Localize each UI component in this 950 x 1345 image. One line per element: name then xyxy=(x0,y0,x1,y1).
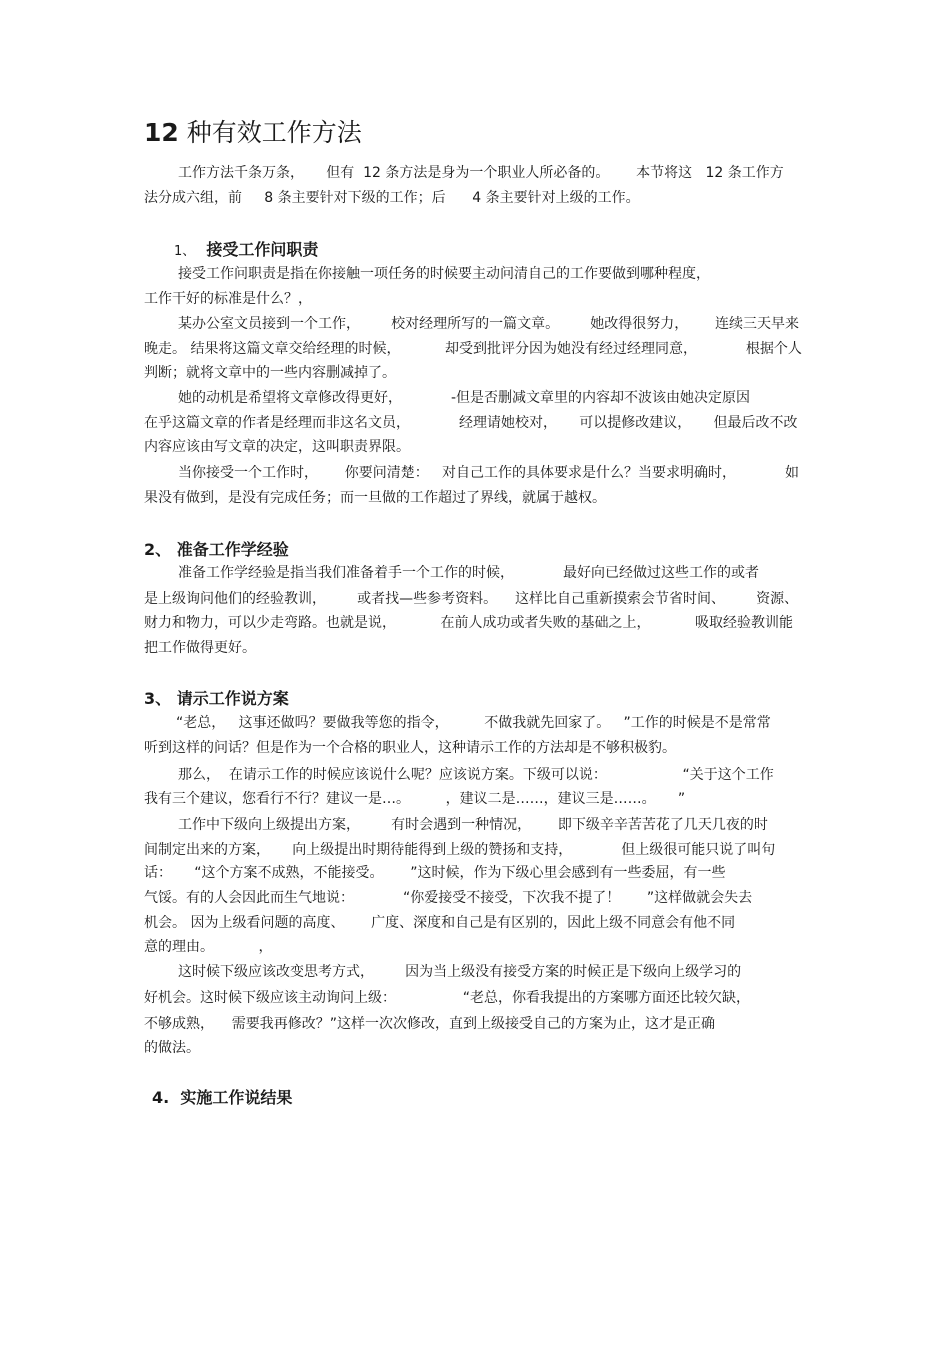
section-heading-3 xyxy=(144,688,289,710)
section-number: 1、 xyxy=(174,244,196,259)
intro-line: 法分成六组，前 8 条主要针对下级的工作；后 4 条主要针对上级的工作。 xyxy=(144,190,640,206)
section-title: 请示工作说方案 xyxy=(176,689,289,708)
body-line: 话： “这个方案不成熟，不能接受。 ”这时候，作为下级心里会感到有一些委屈，有一些 xyxy=(144,865,726,881)
body-line: 果没有做到，是没有完成任务；而一旦做的工作超过了界线，就属于越权。 xyxy=(144,490,606,506)
body-line: 这时候下级应该改变思考方式， 因为当上级没有接受方案的时候正是下级向上级学习的 xyxy=(178,964,742,980)
body-line: 不够成熟， 需要我再修改？”这样一次次修改，直到上级接受自己的方案为止，这才是正确 xyxy=(144,1016,716,1032)
body-line: 间制定出来的方案， 向上级提出时期待能得到上级的赞扬和支持， 但上级很可能只说了叫句 xyxy=(144,842,776,858)
body-line: 把工作做得更好。 xyxy=(144,640,256,656)
body-line: 内容应该由写文章的决定，这叫职责界限。 xyxy=(144,439,410,455)
title-text: 种有效工作方法 xyxy=(186,117,362,147)
body-line: 当你接受一个工作时， 你要问清楚： 对自己工作的具体要求是什么？当要求明确时， 如 xyxy=(178,465,800,481)
body-line: 准备工作学经验是指当我们准备着手一个工作的时候， 最好向已经做过这些工作的或者 xyxy=(178,565,759,581)
section-title: 实施工作说结果 xyxy=(180,1088,293,1107)
intro-line: 工作方法千条万条， 但有 12 条方法是身为一个职业人所必备的。 本节将这 12 条工作方 xyxy=(178,165,784,181)
section-heading-2 xyxy=(144,539,289,561)
body-line: 气馁。有的人会因此而生气地说： “你爱接受不接受，下次我不提了！ ”这样做就会失去 xyxy=(144,890,753,906)
section-title: 接受工作问职责 xyxy=(206,240,319,259)
section-heading-4 xyxy=(152,1087,292,1109)
body-line: 判断；就将文章中的一些内容删减掉了。 xyxy=(144,365,396,381)
body-line: 意的理由。 ， xyxy=(144,939,273,955)
section-title: 准备工作学经验 xyxy=(176,540,289,559)
body-line: “老总， 这事还做吗？要做我等您的指令， 不做我就先回家了。 ”工作的时候是不是常常 xyxy=(176,715,771,731)
section-number: 4. xyxy=(152,1088,170,1107)
title-number: 12 xyxy=(144,117,179,147)
body-line: 机会。 因为上级看问题的高度、 广度、深度和自己是有区别的，因此上级不同意会有他不同 xyxy=(144,915,736,931)
body-line: 在乎这篇文章的作者是经理而非这名文员， 经理请她校对， 可以提修改建议， 但最后改不改 xyxy=(144,415,798,431)
section-number: 3、 xyxy=(144,689,172,708)
body-line: 我有三个建议，您看行不行？建议一是…。 ，建议二是……，建议三是……。 ” xyxy=(144,791,686,807)
body-line: 她的动机是希望将文章修改得更好， -但是否删减文章里的内容却不波该由她决定原因 xyxy=(178,390,751,406)
body-line: 工作干好的标准是什么？， xyxy=(144,291,312,307)
section-number: 2、 xyxy=(144,540,172,559)
page-title xyxy=(144,115,362,151)
body-line: 好机会。这时候下级应该主动询问上级： “老总，你看我提出的方案哪方面还比较欠缺， xyxy=(144,990,751,1006)
body-line: 是上级询问他们的经验教训， 或者找—些参考资料。 这样比自己重新摸索会节省时间、 资源、 xyxy=(144,591,799,607)
body-line: 的做法。 xyxy=(144,1040,200,1056)
body-line: 那么， 在请示工作的时候应该说什么呢？应该说方案。下级可以说： “关于这个工作 xyxy=(178,767,774,783)
body-line: 工作中下级向上级提出方案， 有时会遇到一种情况， 即下级辛辛苦苦花了几天几夜的时 xyxy=(178,817,768,833)
body-line: 晚走。 结果将这篇文章交给经理的时候， 却受到批评分因为她没有经过经理同意， 根据个人 xyxy=(144,341,802,357)
body-line: 某办公室文员接到一个工作， 校对经理所写的一篇文章。 她改得很努力， 连续三天早来 xyxy=(178,316,800,332)
section-heading-1 xyxy=(174,239,318,263)
body-line: 财力和物力，可以少走弯路。也就是说， 在前人成功或者失败的基础之上， 吸取经验教训能 xyxy=(144,615,794,631)
body-line: 接受工作问职责是指在你接触一项任务的时候要主动问清自己的工作要做到哪种程度， xyxy=(178,266,710,282)
body-line: 听到这样的问话？但是作为一个合格的职业人，这种请示工作的方法却是不够积极豹。 xyxy=(144,740,676,756)
